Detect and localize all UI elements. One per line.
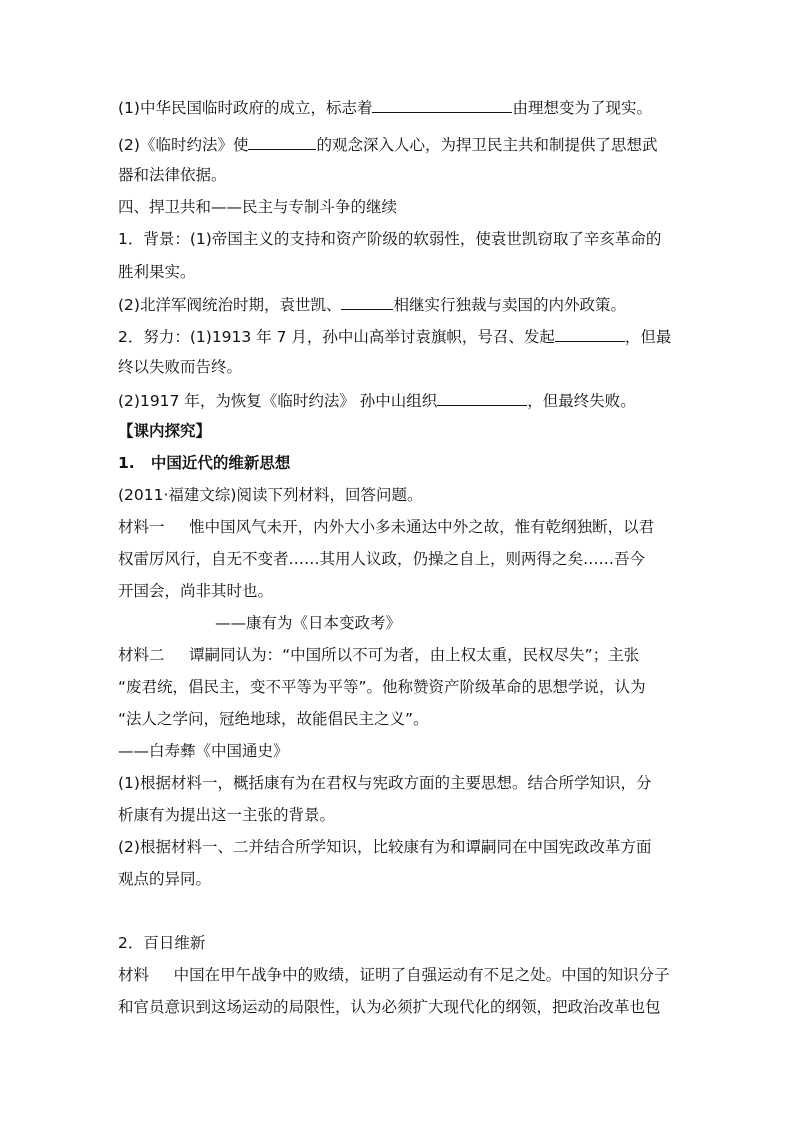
line-text: (1)中华民国临时政府的成立，标志着 (118, 99, 373, 117)
text-line: (1)根据材料一，概括康有为在君权与宪政方面的主要思想。结合所学知识，分 (118, 774, 652, 792)
text-line: 析康有为提出这一主张的背景。 (118, 806, 336, 824)
text-line: 胜利果实。 (118, 263, 196, 281)
text-line: “法人之学问，冠绝地球，故能倡民主之义”。 (118, 710, 429, 728)
text-line (118, 293, 626, 315)
text-line: 器和法律依据。 (118, 166, 227, 184)
fill-blank (372, 96, 512, 113)
text-line: “废君统，倡民主，变不平等为平等”。他称赞资产阶级革命的思想学说，认为 (118, 678, 646, 696)
text-line (118, 133, 657, 155)
line-text: (2)《临时约法》使 (118, 136, 249, 154)
source-citation: ——白寿彝《中国通史》 (118, 742, 289, 760)
text-line (118, 389, 636, 411)
fill-blank (248, 133, 316, 150)
text-line (118, 96, 652, 118)
question-heading: 2．百日维新 (118, 934, 206, 952)
text-line: 和官员意识到这场运动的局限性，认为必须扩大现代化的纲领，把政治改革也包 (118, 998, 661, 1016)
line-text: 的观念深入人心，为捍卫民主共和制提供了思想武 (316, 136, 658, 154)
text-line: 1．背景：(1)帝国主义的支持和资产阶级的软弱性，使袁世凯窃取了辛亥革命的 (118, 230, 662, 248)
fill-blank (555, 325, 625, 342)
text-line: 终以失败而告终。 (118, 358, 243, 376)
source-citation: ——康有为《日本变政考》 (215, 614, 402, 632)
line-text: 相继实行独裁与卖国的内外政策。 (393, 296, 626, 314)
question-heading: 1. 中国近代的维新思想 (118, 454, 291, 472)
line-text: 由理想变为了现实。 (512, 99, 652, 117)
text-line: 观点的异同。 (118, 870, 212, 888)
section-heading: 【课内探究】 (118, 422, 212, 440)
text-line: 权雷厉风行，自无不变者……其用人议政，仍操之自上，则两得之矣……吾今 (118, 550, 646, 568)
text-line: 材料一 惟中国风气未开，内外大小多未通达中外之故，惟有乾纲独断，以君 (118, 518, 655, 536)
fill-blank (437, 389, 527, 406)
line-text: ，但最 (624, 328, 672, 346)
text-line: (2)根据材料一、二并结合所学知识，比较康有为和谭嗣同在中国宪政改革方面 (118, 838, 652, 856)
line-text: 2．努力：(1)1913 年 7 月，孙中山高举讨袁旗帜，号召、发起 (118, 328, 555, 346)
text-line: 材料二 谭嗣同认为：“中国所以不可为者，由上权太重，民权尽失”；主张 (118, 646, 640, 664)
line-text: ，但最终失败。 (527, 392, 636, 410)
text-line: 材料 中国在甲午战争中的败绩，证明了自强运动有不足之处。中国的知识分子 (118, 966, 670, 984)
text-line: 开国会，尚非其时也。 (118, 582, 274, 600)
fill-blank (341, 293, 393, 310)
section-heading: 四、捍卫共和——民主与专制斗争的继续 (118, 198, 398, 216)
text-line (118, 325, 671, 347)
text-line: (2011·福建文综)阅读下列材料，回答问题。 (118, 486, 423, 504)
line-text: (2)1917 年，为恢复《临时约法》 孙中山组织 (118, 392, 438, 410)
line-text: (2)北洋军阀统治时期，袁世凯、 (118, 296, 342, 314)
